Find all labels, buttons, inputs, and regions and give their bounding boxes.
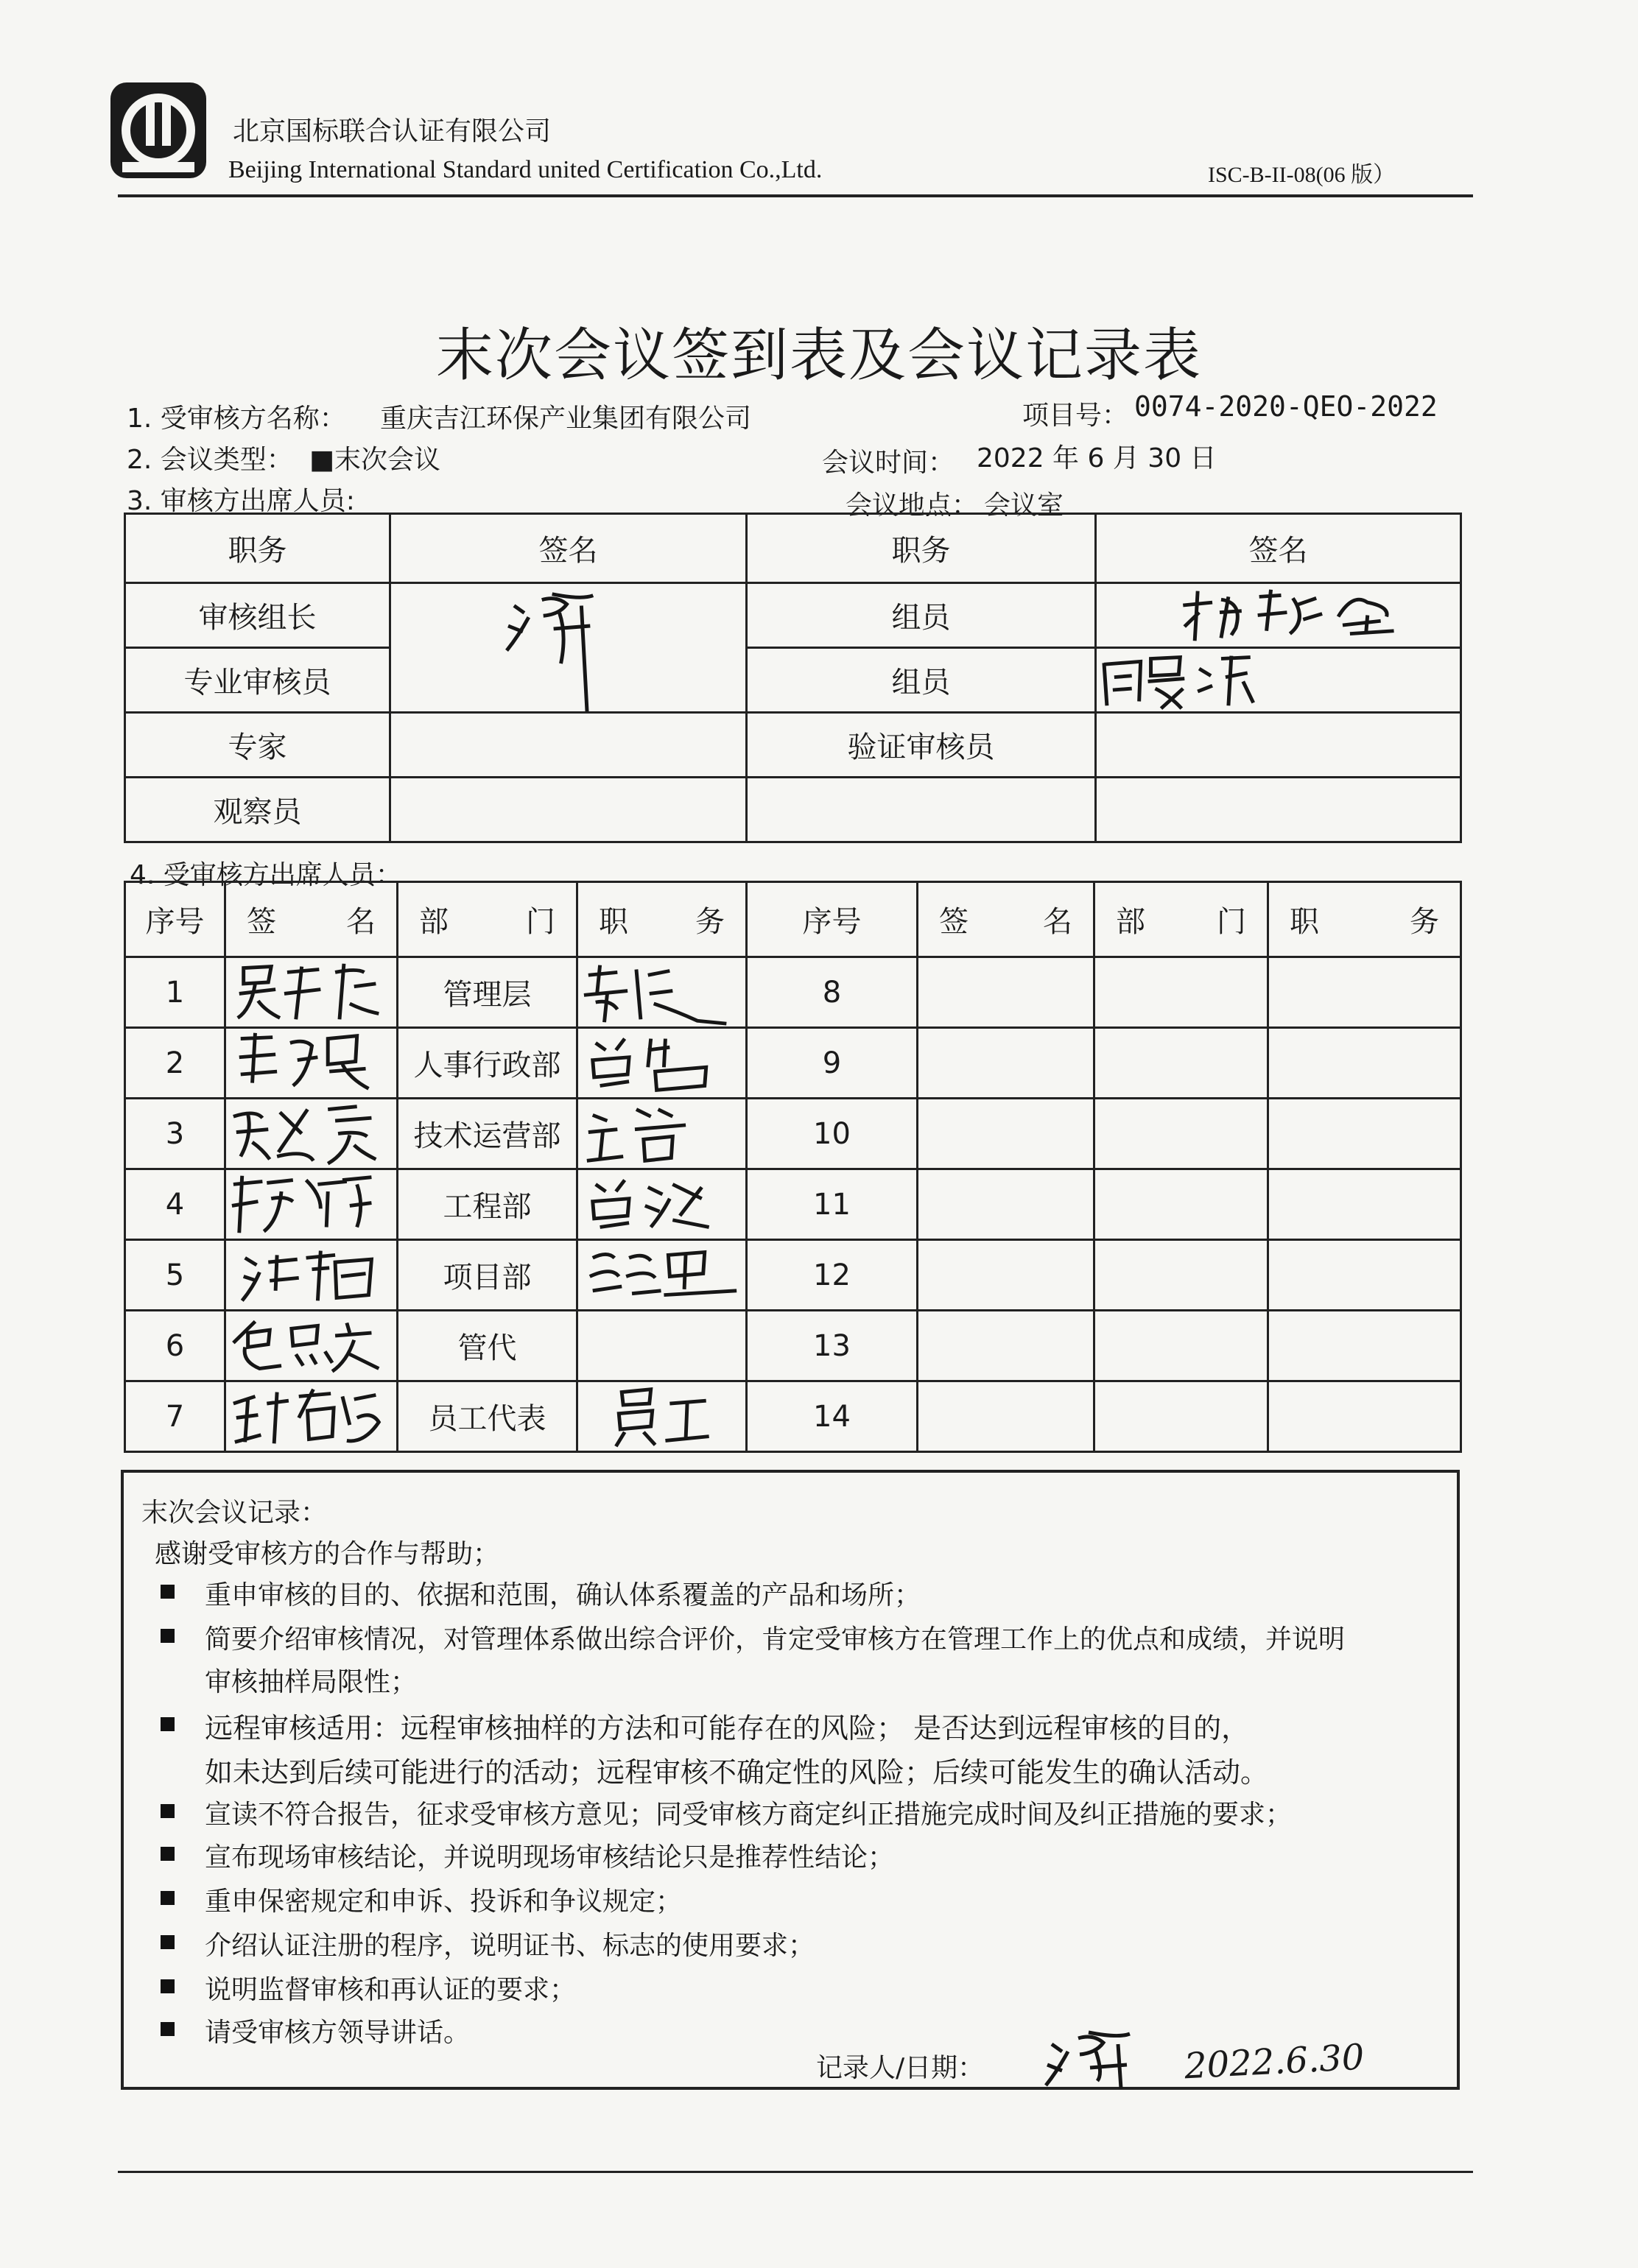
handwritten-position xyxy=(578,1241,745,1309)
record-item: 远程审核适用：远程审核抽样的方法和可能存在的风险； 是否达到远程审核的目的， xyxy=(205,1712,1250,1744)
record-item: 说明监督审核和再认证的要求； xyxy=(205,1975,577,2005)
handwritten-signature xyxy=(226,1311,396,1380)
department-cell: 人事行政部 xyxy=(398,1028,577,1099)
handwritten-signature xyxy=(226,958,396,1026)
department-cell xyxy=(1094,1311,1268,1381)
position-cell xyxy=(577,1099,747,1169)
signature-cell xyxy=(225,1169,398,1240)
meeting-place-value: 会议室 xyxy=(984,490,1064,521)
record-item: 宣读不符合报告，征求受审核方意见；同受审核方商定纠正措施完成时间及纠正措施的要求； xyxy=(205,1800,1293,1830)
handwritten-signature xyxy=(1097,649,1460,711)
position-cell xyxy=(577,1028,747,1099)
department-cell: 管理层 xyxy=(398,957,577,1028)
position-cell xyxy=(1268,1311,1461,1381)
department-cell xyxy=(1094,957,1268,1028)
signature-cell xyxy=(918,1311,1094,1381)
header-signature: 签名 xyxy=(390,514,747,583)
audit-team-label: 3. 审核方出席人员: xyxy=(127,486,355,516)
department-cell: 工程部 xyxy=(398,1169,577,1240)
row-number: 13 xyxy=(747,1311,918,1381)
signature-cell xyxy=(225,1028,398,1099)
signature-cell xyxy=(390,713,747,778)
header-signature: 签名 xyxy=(1096,514,1461,583)
signature-cell xyxy=(1096,583,1461,648)
role-cell: 组员 xyxy=(747,648,1096,713)
signature-cell xyxy=(918,1381,1094,1452)
role-cell: 组员 xyxy=(747,583,1096,648)
meeting-type-label: 2. 会议类型： xyxy=(127,445,293,475)
bullet-icon xyxy=(161,1629,175,1643)
record-item: 审核抽样局限性； xyxy=(205,1667,418,1697)
auditee-section-label: 4. 受审核方出席人员： xyxy=(130,860,402,890)
bullet-icon xyxy=(161,1979,175,1993)
header-divider xyxy=(118,194,1473,197)
meeting-place-label: 会议地点： xyxy=(846,490,979,521)
header-department: 部门 xyxy=(398,882,577,957)
position-cell xyxy=(1268,1169,1461,1240)
role-cell: 审核组长 xyxy=(125,583,390,648)
row-number: 2 xyxy=(125,1028,225,1099)
records-heading: 末次会议记录： xyxy=(141,1498,328,1528)
signature-cell xyxy=(390,583,747,713)
handwritten-signature xyxy=(226,1170,396,1239)
row-number: 8 xyxy=(747,957,918,1028)
header-role: 职务 xyxy=(125,514,390,583)
header-no: 序号 xyxy=(125,882,225,957)
department-cell: 管代 xyxy=(398,1311,577,1381)
bullet-icon xyxy=(161,2022,175,2036)
bullet-icon xyxy=(161,1891,175,1905)
header-no: 序号 xyxy=(747,882,918,957)
row-number: 12 xyxy=(747,1240,918,1311)
department-cell: 员工代表 xyxy=(398,1381,577,1452)
row-number: 7 xyxy=(125,1381,225,1452)
handwritten-signature xyxy=(1097,584,1460,647)
header-position: 职务 xyxy=(577,882,747,957)
project-value: 0074-2020-QEO-2022 xyxy=(1134,390,1438,423)
department-cell xyxy=(1094,1240,1268,1311)
auditor-table xyxy=(124,513,1462,843)
header-department: 部门 xyxy=(1094,882,1268,957)
handwritten-position xyxy=(578,958,745,1026)
header-position: 职务 xyxy=(1268,882,1461,957)
position-cell xyxy=(577,957,747,1028)
bullet-icon xyxy=(161,1935,175,1949)
records-thanks: 感谢受审核方的合作与帮助； xyxy=(155,1539,500,1569)
bullet-icon xyxy=(161,1847,175,1861)
position-cell xyxy=(1268,1240,1461,1311)
meeting-time-label: 会议时间： xyxy=(822,448,955,478)
signature-cell xyxy=(918,1028,1094,1099)
handwritten-signature xyxy=(226,1099,396,1168)
record-item: 重申保密规定和申诉、投诉和争议规定； xyxy=(205,1887,683,1917)
meeting-records-box xyxy=(121,1470,1460,2090)
position-cell xyxy=(577,1169,747,1240)
auditee-label: 1. 受审核方名称： xyxy=(127,404,346,434)
role-cell: 观察员 xyxy=(125,778,390,842)
signature-cell xyxy=(918,1169,1094,1240)
row-number: 9 xyxy=(747,1028,918,1099)
record-item: 介绍认证注册的程序，说明证书、标志的使用要求； xyxy=(205,1931,815,1961)
signature-cell xyxy=(918,1240,1094,1311)
department-cell xyxy=(1094,1028,1268,1099)
position-cell xyxy=(1268,957,1461,1028)
position-cell xyxy=(577,1381,747,1452)
row-number: 5 xyxy=(125,1240,225,1311)
signature-cell xyxy=(1096,778,1461,842)
signature-cell xyxy=(1096,713,1461,778)
signature-cell xyxy=(225,1240,398,1311)
company-name-en: Beijing International Standard united Certification Co.,Ltd. xyxy=(228,156,823,183)
page-title: 末次会议签到表及会议记录表 xyxy=(435,323,1202,389)
handwritten-position xyxy=(578,1099,745,1168)
signature-cell xyxy=(225,957,398,1028)
row-number: 4 xyxy=(125,1169,225,1240)
department-cell xyxy=(1094,1099,1268,1169)
department-cell: 项目部 xyxy=(398,1240,577,1311)
position-cell xyxy=(577,1311,747,1381)
company-name-cn: 北京国标联合认证有限公司 xyxy=(233,116,552,147)
header-signature: 签名 xyxy=(225,882,398,957)
signature-cell xyxy=(918,1099,1094,1169)
meeting-type-value: ■末次会议 xyxy=(309,445,441,475)
row-number: 14 xyxy=(747,1381,918,1452)
role-cell: 验证审核员 xyxy=(747,713,1096,778)
recorder-label: 记录人/日期： xyxy=(816,2053,985,2083)
position-cell xyxy=(1268,1381,1461,1452)
recorder-signature xyxy=(1030,2022,1162,2090)
meeting-time-value: 2022 年 6 月 30 日 xyxy=(977,443,1217,473)
header-signature: 签名 xyxy=(918,882,1094,957)
signature-cell xyxy=(225,1381,398,1452)
role-cell: 专业审核员 xyxy=(125,648,390,713)
handwritten-position xyxy=(578,1170,745,1239)
position-cell xyxy=(1268,1099,1461,1169)
record-item: 简要介绍审核情况，对管理体系做出综合评价，肯定受审核方在管理工作上的优点和成绩，并说明 xyxy=(205,1624,1346,1655)
header-role: 职务 xyxy=(747,514,1096,583)
recorder-date: 2022.6.30 xyxy=(1183,2036,1365,2088)
handwritten-signature xyxy=(226,1382,396,1451)
signature-cell xyxy=(225,1311,398,1381)
row-number: 10 xyxy=(747,1099,918,1169)
record-item: 重申审核的目的、依据和范围，确认体系覆盖的产品和场所； xyxy=(205,1580,921,1610)
bullet-icon xyxy=(161,1585,175,1599)
form-code: ISC-B-II-08(06 版） xyxy=(1208,163,1396,187)
auditee-value: 重庆吉江环保产业集团有限公司 xyxy=(380,404,752,434)
handwritten-signature xyxy=(391,584,745,711)
company-logo xyxy=(108,80,209,181)
row-number: 11 xyxy=(747,1169,918,1240)
department-cell xyxy=(1094,1381,1268,1452)
project-label: 项目号： xyxy=(1022,401,1129,431)
handwritten-position xyxy=(578,1382,745,1451)
signature-cell xyxy=(225,1099,398,1169)
row-number: 1 xyxy=(125,957,225,1028)
signature-cell xyxy=(918,957,1094,1028)
bullet-icon xyxy=(161,1717,175,1731)
bullet-icon xyxy=(161,1804,175,1818)
role-cell xyxy=(747,778,1096,842)
signature-cell xyxy=(1096,648,1461,713)
role-cell: 专家 xyxy=(125,713,390,778)
row-number: 6 xyxy=(125,1311,225,1381)
record-item: 请受审核方领导讲话。 xyxy=(205,2018,471,2048)
auditee-table xyxy=(124,881,1462,1453)
record-item: 宣布现场审核结论，并说明现场审核结论只是推荐性结论； xyxy=(205,1842,895,1873)
position-cell xyxy=(1268,1028,1461,1099)
department-cell: 技术运营部 xyxy=(398,1099,577,1169)
handwritten-signature xyxy=(226,1029,396,1097)
signature-cell xyxy=(390,778,747,842)
position-cell xyxy=(577,1240,747,1311)
handwritten-signature xyxy=(226,1241,396,1309)
row-number: 3 xyxy=(125,1099,225,1169)
footer-divider xyxy=(118,2171,1473,2173)
handwritten-position xyxy=(578,1029,745,1097)
department-cell xyxy=(1094,1169,1268,1240)
record-item: 如未达到后续可能进行的活动；远程审核不确定性的风险；后续可能发生的确认活动。 xyxy=(205,1756,1269,1789)
